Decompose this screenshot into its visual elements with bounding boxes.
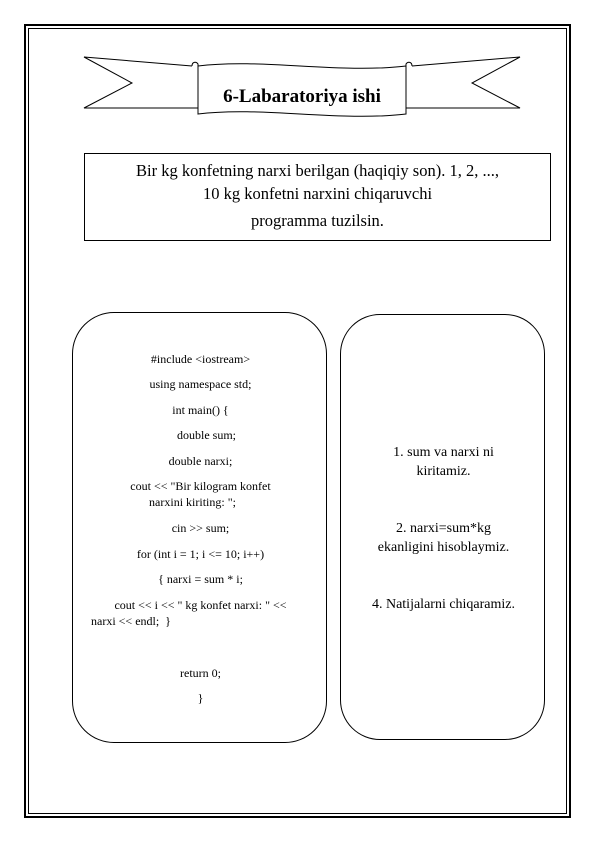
task-description (84, 153, 551, 241)
code-line: double narxi; (168, 454, 233, 468)
code-line: double sum; (177, 428, 236, 442)
step-item (341, 595, 546, 614)
code-line: return 0; (180, 666, 221, 680)
task-line-1: Bir kg konfetning narxi berilgan (haqiqiy son). 1, 2, ..., (136, 161, 499, 180)
code-line: narxini kiriting: "; (149, 495, 236, 509)
title-ribbon (0, 0, 596, 140)
task-line-2: 10 kg konfetni narxini chiqaruvchi (202, 184, 433, 203)
step-line: kiritamiz. (416, 464, 471, 479)
code-line: { narxi = sum * i; (158, 572, 243, 586)
step-line: ekanligini hisoblaymiz. (377, 540, 510, 555)
task-line-3: programma tuzilsin. (251, 211, 384, 230)
step-item (341, 519, 546, 557)
code-panel (72, 312, 327, 743)
step-line: 1. sum va narxi ni (393, 445, 494, 460)
code-line: int main() { (172, 403, 229, 417)
code-line: cin >> sum; (171, 521, 230, 535)
step-item (341, 443, 546, 481)
steps-panel (340, 314, 545, 740)
code-line: cout << "Bir kilogram konfet (130, 479, 271, 493)
page-title: 6-Labaratoriya ishi (223, 86, 381, 107)
code-line: using namespace std; (149, 377, 252, 391)
step-line: 4. Natijalarni chiqaramiz. (371, 597, 516, 612)
code-line: #include <iostream> (150, 352, 251, 366)
code-line: narxi << endl; } (91, 614, 171, 628)
code-line: } (197, 691, 204, 705)
code-line: for (int i = 1; i <= 10; i++) (136, 547, 265, 561)
step-line: 2. narxi=sum*kg (396, 521, 491, 536)
code-line: cout << i << " kg konfet narxi: " << (114, 598, 287, 612)
